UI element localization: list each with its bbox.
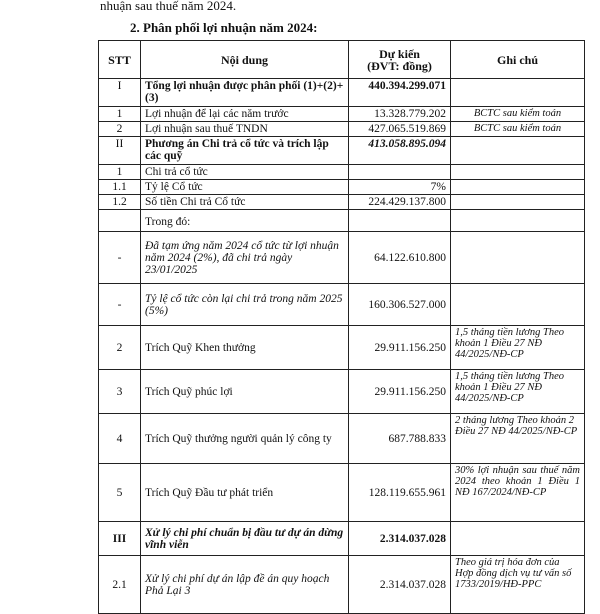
row-stt: 1.2 — [99, 195, 141, 210]
row-note: BCTC sau kiểm toán — [451, 122, 585, 137]
row-stt: II — [99, 137, 141, 165]
row-amount: 64.122.610.800 — [349, 232, 451, 284]
row-amount — [349, 210, 451, 232]
row-amount: 224.429.137.800 — [349, 195, 451, 210]
row-stt: 1.1 — [99, 180, 141, 195]
row-amount — [349, 165, 451, 180]
row-note: BCTC sau kiểm toán — [451, 107, 585, 122]
row-note — [451, 210, 585, 232]
row-content: Tổng lợi nhuận được phân phối (1)+(2)+(3) — [141, 79, 349, 107]
row-amount: 7% — [349, 180, 451, 195]
row-stt: 1 — [99, 107, 141, 122]
row-amount: 128.119.655.961 — [349, 464, 451, 522]
row-amount: 440.394.299.071 — [349, 79, 451, 107]
row-content: Tỷ lệ Cổ tức — [141, 180, 349, 195]
row-content: Trích Quỹ Đầu tư phát triển — [141, 464, 349, 522]
header-content: Nội dung — [141, 41, 349, 79]
row-content: Trích Quỹ phúc lợi — [141, 370, 349, 414]
row-content: Xử lý chi phí chuẩn bị đầu tư dự án dừng vĩnh viễn — [141, 522, 349, 556]
row-content: Trong đó: — [141, 210, 349, 232]
row-amount: 427.065.519.869 — [349, 122, 451, 137]
row-content: Trích Quỹ Khen thưởng — [141, 326, 349, 370]
row-note: 2 tháng lương Theo khoản 2 Điều 27 NĐ 44/2025/NĐ-CP — [451, 414, 585, 464]
row-stt: 2.1 — [99, 556, 141, 614]
row-note: 30% lợi nhuận sau thuế năm 2024 theo khoản 1 Điều 1 NĐ 167/2024/NĐ-CP — [451, 464, 585, 522]
row-amount: 2.314.037.028 — [349, 556, 451, 614]
row-stt: III — [99, 522, 141, 556]
row-stt: 1 — [99, 165, 141, 180]
row-content: Lợi nhuận để lại các năm trước — [141, 107, 349, 122]
row-content: Xử lý chi phí dự án lập đề án quy hoạch Phả Lại 3 — [141, 556, 349, 614]
row-content: Chi trả cổ tức — [141, 165, 349, 180]
row-note: 1,5 tháng tiền lương Theo khoản 1 Điều 27 NĐ 44/2025/NĐ-CP — [451, 370, 585, 414]
row-note — [451, 137, 585, 165]
row-stt: 5 — [99, 464, 141, 522]
row-amount: 13.328.779.202 — [349, 107, 451, 122]
row-content: Trích Quỹ thưởng người quản lý công ty — [141, 414, 349, 464]
row-stt: 2 — [99, 122, 141, 137]
row-stt — [99, 210, 141, 232]
row-stt: 2 — [99, 326, 141, 370]
profit-distribution-table — [98, 40, 585, 614]
row-note: 1,5 tháng tiền lương Theo khoản 1 Điều 27 NĐ 44/2025/NĐ-CP — [451, 326, 585, 370]
row-note — [451, 165, 585, 180]
row-stt: 4 — [99, 414, 141, 464]
row-amount: 29.911.156.250 — [349, 370, 451, 414]
row-content: Đã tạm ứng năm 2024 cổ tức từ lợi nhuận năm 2024 (2%), đã chi trả ngày 23/01/2025 — [141, 232, 349, 284]
row-amount: 413.058.895.094 — [349, 137, 451, 165]
row-note — [451, 180, 585, 195]
row-amount: 687.788.833 — [349, 414, 451, 464]
row-content: Phương án Chi trả cổ tức và trích lập các quỹ — [141, 137, 349, 165]
row-amount: 2.314.037.028 — [349, 522, 451, 556]
row-content: Tỷ lệ cổ tức còn lại chi trả trong năm 2025 (5%) — [141, 284, 349, 326]
header-planned: Dự kiến (ĐVT: đồng) — [349, 41, 451, 79]
header-stt: STT — [99, 41, 141, 79]
row-stt: - — [99, 284, 141, 326]
intro-text: nhuận sau thuế năm 2024. — [100, 0, 237, 13]
row-stt: I — [99, 79, 141, 107]
row-note — [451, 232, 585, 284]
row-stt: 3 — [99, 370, 141, 414]
section-title: 2. Phân phối lợi nhuận năm 2024: — [130, 20, 318, 35]
row-note — [451, 195, 585, 210]
row-note — [451, 284, 585, 326]
row-content: Lợi nhuận sau thuế TNDN — [141, 122, 349, 137]
row-note: Theo giá trị hóa đơn của Hợp đồng dịch vụ tư vấn số 1733/2019/HĐ-PPC — [451, 556, 585, 614]
row-amount: 160.306.527.000 — [349, 284, 451, 326]
row-stt: - — [99, 232, 141, 284]
row-amount: 29.911.156.250 — [349, 326, 451, 370]
row-note — [451, 522, 585, 556]
row-note — [451, 79, 585, 107]
row-content: Số tiền Chi trả Cổ tức — [141, 195, 349, 210]
header-note: Ghi chú — [451, 41, 585, 79]
